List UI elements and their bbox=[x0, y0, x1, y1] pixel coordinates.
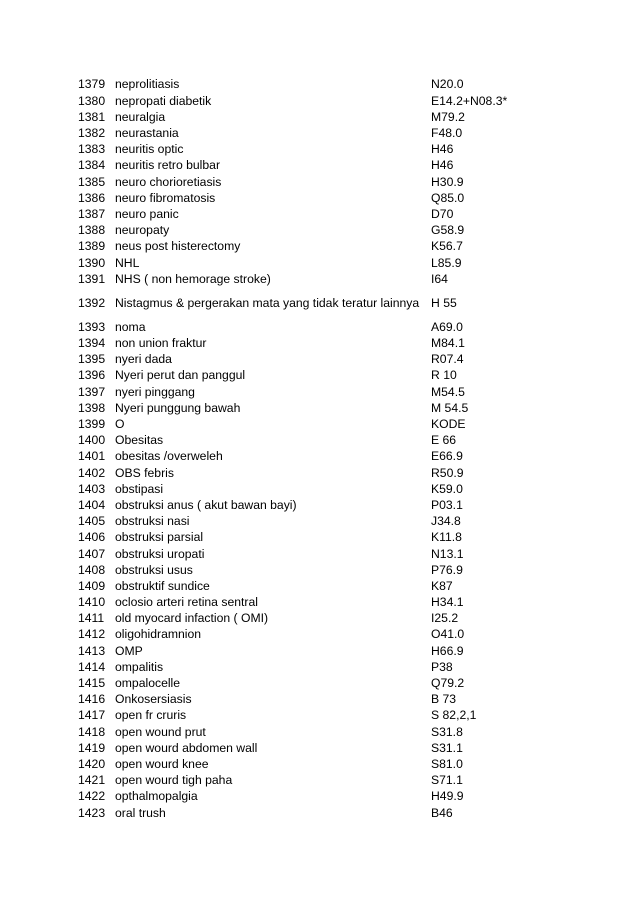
icd-code: B46 bbox=[431, 805, 453, 820]
table-row bbox=[74, 530, 544, 546]
diagnosis-code-table bbox=[74, 77, 544, 821]
table-row bbox=[74, 449, 544, 465]
table-row bbox=[74, 352, 544, 368]
table-row bbox=[74, 271, 544, 287]
diagnosis-name: ompalocelle bbox=[115, 676, 181, 691]
row-number: 1380 bbox=[78, 93, 106, 108]
table-row bbox=[74, 724, 544, 740]
row-number: 1388 bbox=[78, 223, 106, 238]
row-number: 1397 bbox=[78, 384, 106, 399]
diagnosis-name: NHS ( non hemorage stroke) bbox=[115, 271, 271, 286]
row-number: 1419 bbox=[78, 740, 106, 755]
icd-code: S31.1 bbox=[431, 740, 463, 755]
icd-code: P38 bbox=[431, 659, 453, 674]
icd-code: H 55 bbox=[431, 295, 457, 310]
icd-code: G58.9 bbox=[431, 223, 465, 238]
row-number: 1403 bbox=[78, 481, 106, 496]
icd-code: K59.0 bbox=[431, 481, 463, 496]
row-number: 1413 bbox=[78, 643, 106, 658]
table-row bbox=[74, 659, 544, 675]
icd-code: A69.0 bbox=[431, 319, 463, 334]
row-number: 1385 bbox=[78, 174, 106, 189]
diagnosis-name: obstruksi usus bbox=[115, 562, 193, 577]
row-number: 1387 bbox=[78, 206, 106, 221]
row-number: 1405 bbox=[78, 514, 106, 529]
diagnosis-name: neuritis optic bbox=[115, 142, 184, 157]
row-number: 1414 bbox=[78, 659, 106, 674]
table-row bbox=[74, 287, 544, 319]
table-row bbox=[74, 417, 544, 433]
table-row bbox=[74, 708, 544, 724]
diagnosis-name: neus post histerectomy bbox=[115, 239, 241, 254]
table-row bbox=[74, 190, 544, 206]
table-row bbox=[74, 255, 544, 271]
table-row bbox=[74, 595, 544, 611]
diagnosis-name: nyeri pinggang bbox=[115, 384, 195, 399]
icd-code: K11.8 bbox=[431, 530, 462, 545]
table-row bbox=[74, 773, 544, 789]
diagnosis-name: obstruksi uropati bbox=[115, 546, 205, 561]
icd-code: KODE bbox=[431, 417, 466, 432]
table-row bbox=[74, 805, 544, 821]
icd-code: N20.0 bbox=[431, 77, 464, 92]
table-row bbox=[74, 400, 544, 416]
row-number: 1396 bbox=[78, 368, 106, 383]
diagnosis-name: Nyeri punggung bawah bbox=[115, 400, 241, 415]
icd-code: H30.9 bbox=[431, 174, 464, 189]
row-number: 1391 bbox=[78, 271, 106, 286]
diagnosis-name: Nyeri perut dan panggul bbox=[115, 368, 246, 383]
icd-code: M54.5 bbox=[431, 384, 465, 399]
row-number: 1407 bbox=[78, 546, 106, 561]
row-number: 1402 bbox=[78, 465, 106, 480]
table-row bbox=[74, 93, 544, 109]
row-number: 1409 bbox=[78, 578, 106, 593]
diagnosis-name: O bbox=[115, 417, 125, 432]
row-number: 1398 bbox=[78, 400, 106, 415]
row-number: 1410 bbox=[78, 595, 106, 610]
table-row bbox=[74, 368, 544, 384]
row-number: 1418 bbox=[78, 724, 106, 739]
diagnosis-name: nepropati diabetik bbox=[115, 93, 212, 108]
diagnosis-name: neuro panic bbox=[115, 206, 179, 221]
row-number: 1404 bbox=[78, 497, 106, 512]
diagnosis-name: NHL bbox=[115, 255, 140, 270]
table-row bbox=[74, 498, 544, 514]
icd-code: S31.8 bbox=[431, 724, 463, 739]
diagnosis-name: neuropaty bbox=[115, 223, 170, 238]
table-row bbox=[74, 611, 544, 627]
icd-code: S81.0 bbox=[431, 756, 463, 771]
table-row bbox=[74, 643, 544, 659]
table-row bbox=[74, 562, 544, 578]
icd-code: H66.9 bbox=[431, 643, 464, 658]
table-row bbox=[74, 158, 544, 174]
icd-code: R50.9 bbox=[431, 465, 464, 480]
row-number: 1417 bbox=[78, 708, 106, 723]
table-row bbox=[74, 465, 544, 481]
icd-code: K56.7 bbox=[431, 239, 463, 254]
diagnosis-name: non union fraktur bbox=[115, 336, 207, 351]
icd-code: P03.1 bbox=[431, 497, 463, 512]
row-number: 1379 bbox=[78, 77, 106, 92]
row-number: 1393 bbox=[78, 319, 106, 334]
icd-code: M 54.5 bbox=[431, 400, 469, 415]
table-row bbox=[74, 740, 544, 756]
icd-code: E66.9 bbox=[431, 449, 463, 464]
diagnosis-name: OBS febris bbox=[115, 465, 174, 480]
table-row bbox=[74, 126, 544, 142]
row-number: 1411 bbox=[78, 611, 105, 626]
diagnosis-name: obesitas /overweleh bbox=[115, 449, 223, 464]
icd-code: R07.4 bbox=[431, 352, 464, 367]
row-number: 1421 bbox=[78, 773, 106, 788]
table-row bbox=[74, 207, 544, 223]
icd-code: H49.9 bbox=[431, 789, 464, 804]
row-number: 1390 bbox=[78, 255, 106, 270]
row-number: 1422 bbox=[78, 789, 106, 804]
row-number: 1384 bbox=[78, 158, 106, 173]
row-number: 1381 bbox=[78, 109, 106, 124]
diagnosis-name: Obesitas bbox=[115, 433, 164, 448]
icd-code: E14.2+N08.3* bbox=[431, 93, 508, 108]
row-number: 1420 bbox=[78, 756, 106, 771]
icd-code: O41.0 bbox=[431, 627, 465, 642]
diagnosis-name: obstruksi nasi bbox=[115, 514, 190, 529]
diagnosis-name: OMP bbox=[115, 643, 143, 658]
diagnosis-name: nyeri dada bbox=[115, 352, 172, 367]
diagnosis-name: noma bbox=[115, 319, 146, 334]
icd-code: M79.2 bbox=[431, 109, 465, 124]
table-row bbox=[74, 142, 544, 158]
row-number: 1408 bbox=[78, 562, 106, 577]
diagnosis-name: ompalitis bbox=[115, 659, 164, 674]
icd-code: Q85.0 bbox=[431, 190, 465, 205]
diagnosis-name: neuritis retro bulbar bbox=[115, 158, 220, 173]
table-body bbox=[74, 77, 544, 821]
diagnosis-name: neuro chorioretiasis bbox=[115, 174, 222, 189]
row-number: 1399 bbox=[78, 417, 106, 432]
diagnosis-name: Onkosersiasis bbox=[115, 692, 192, 707]
diagnosis-name: neuralgia bbox=[115, 109, 166, 124]
row-number: 1389 bbox=[78, 239, 106, 254]
icd-code: D70 bbox=[431, 206, 454, 221]
diagnosis-name: oral trush bbox=[115, 805, 166, 820]
table-row bbox=[74, 481, 544, 497]
icd-code: S 82,2,1 bbox=[431, 708, 477, 723]
icd-code: S71.1 bbox=[431, 773, 463, 788]
icd-code: H34.1 bbox=[431, 595, 464, 610]
diagnosis-name: oclosio arteri retina sentral bbox=[115, 595, 258, 610]
table-row bbox=[74, 546, 544, 562]
icd-code: R 10 bbox=[431, 368, 457, 383]
icd-code: N13.1 bbox=[431, 546, 464, 561]
row-number: 1416 bbox=[78, 692, 106, 707]
icd-code: F48.0 bbox=[431, 126, 463, 141]
diagnosis-name: neurastania bbox=[115, 126, 179, 141]
diagnosis-name: open wourd abdomen wall bbox=[115, 740, 258, 755]
table-row bbox=[74, 692, 544, 708]
diagnosis-name: obstruksi anus ( akut bawan bayi) bbox=[115, 497, 297, 512]
row-number: 1392 bbox=[78, 295, 106, 310]
row-number: 1383 bbox=[78, 142, 106, 157]
table-row bbox=[74, 77, 544, 93]
diagnosis-name: open fr cruris bbox=[115, 708, 187, 723]
row-number: 1394 bbox=[78, 336, 106, 351]
icd-code: H46 bbox=[431, 158, 454, 173]
row-number: 1415 bbox=[78, 676, 106, 691]
row-number: 1386 bbox=[78, 190, 106, 205]
icd-code: Q79.2 bbox=[431, 676, 465, 691]
diagnosis-name: open wound prut bbox=[115, 724, 206, 739]
diagnosis-name: oligohidramnion bbox=[115, 627, 202, 642]
icd-code: L85.9 bbox=[431, 255, 462, 270]
diagnosis-name: obstruktif sundice bbox=[115, 578, 210, 593]
table-row bbox=[74, 578, 544, 594]
icd-code: H46 bbox=[431, 142, 454, 157]
table-row bbox=[74, 174, 544, 190]
icd-code: K87 bbox=[431, 578, 453, 593]
table-row bbox=[74, 757, 544, 773]
row-number: 1406 bbox=[78, 530, 106, 545]
table-row bbox=[74, 319, 544, 335]
table-row bbox=[74, 109, 544, 125]
table-row bbox=[74, 239, 544, 255]
icd-code: B 73 bbox=[431, 692, 457, 707]
diagnosis-name: open wourd tigh paha bbox=[115, 773, 233, 788]
table-row bbox=[74, 789, 544, 805]
row-number: 1395 bbox=[78, 352, 106, 367]
table-row bbox=[74, 384, 544, 400]
icd-code: I25.2 bbox=[431, 611, 459, 626]
diagnosis-name: old myocard infaction ( OMI) bbox=[115, 611, 269, 626]
diagnosis-name: Nistagmus & pergerakan mata yang tidak teratur lainnya bbox=[115, 296, 420, 311]
table-row bbox=[74, 433, 544, 449]
diagnosis-name: obstruksi parsial bbox=[115, 530, 204, 545]
icd-code: I64 bbox=[431, 271, 448, 286]
diagnosis-name: neuro fibromatosis bbox=[115, 190, 216, 205]
diagnosis-name: open wourd knee bbox=[115, 756, 209, 771]
table-row bbox=[74, 336, 544, 352]
row-number: 1423 bbox=[78, 805, 106, 820]
table-row bbox=[74, 514, 544, 530]
table-row bbox=[74, 223, 544, 239]
diagnosis-name: opthalmopalgia bbox=[115, 789, 198, 804]
row-number: 1412 bbox=[78, 627, 106, 642]
icd-code: M84.1 bbox=[431, 336, 465, 351]
icd-code: J34.8 bbox=[431, 514, 461, 529]
row-number: 1401 bbox=[78, 449, 106, 464]
icd-code: E 66 bbox=[431, 433, 457, 448]
table-row bbox=[74, 627, 544, 643]
row-number: 1382 bbox=[78, 126, 106, 141]
row-number: 1400 bbox=[78, 433, 106, 448]
icd-code: P76.9 bbox=[431, 562, 463, 577]
table-row bbox=[74, 676, 544, 692]
diagnosis-name: obstipasi bbox=[115, 481, 164, 496]
diagnosis-name: neprolitiasis bbox=[115, 77, 180, 92]
